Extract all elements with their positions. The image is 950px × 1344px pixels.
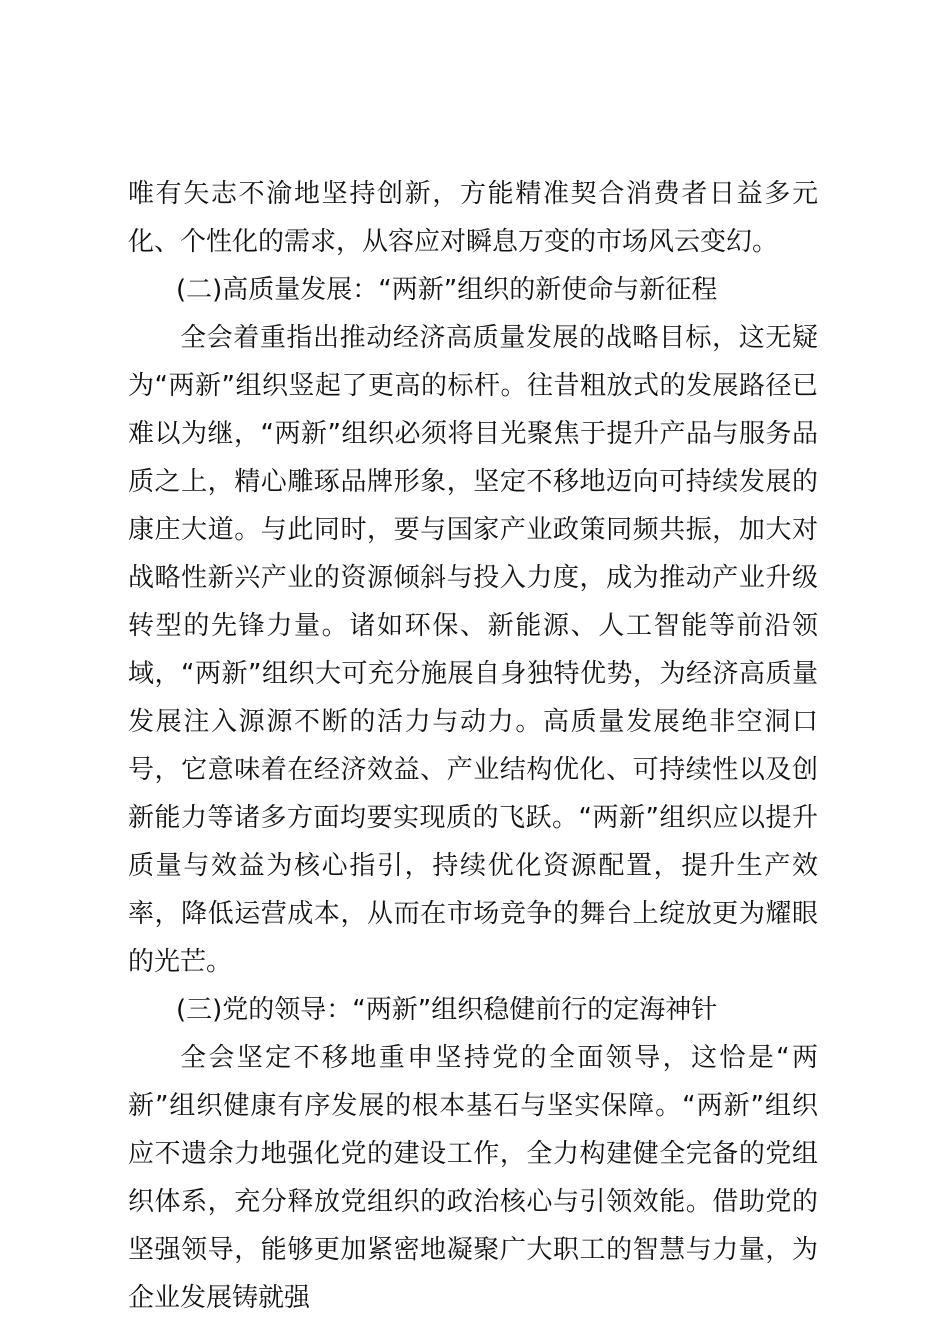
paragraph-party-leadership: 全会坚定不移地重申坚持党的全面领导，这恰是“两新”组织健康有序发展的根本基石与坚实保障。“两新”组织应不遗余力地强化党的建设工作，全力构建健全完备的党组织体系，充分释放党组织的政治核心与引领效能。借助党的坚强领导，能够更加紧密地凝聚广大职工的智慧与力量，为企业发展铸就强 xyxy=(128,1043,818,1313)
paragraph-high-quality-development: 全会着重指出推动经济高质量发展的战略目标，这无疑为“两新”组织竖起了更高的标杆。往昔粗放式的发展路径已难以为继，“两新”组织必须将目光聚焦于提升产品与服务品质之上，精心雕琢品牌形象，坚定不移地迈向可持续发展的康庄大道。与此同时，要与国家产业政策同频共振，加大对战略性新兴产业的资源倾斜与投入力度，成为推动产业升级转型的先锋力量。诸如环保、新能源、人工智能等前沿领域，“两新”组织大可充分施展自身独特优势，为经济高质量发展注入源源不断的活力与动力。高质量发展绝非空洞口号，它意味着在经济效益、产业结构优化、可持续性以及创新能力等诸多方面均要实现质的飞跃。“两新”组织应以提升质量与效益为核心指引，持续优化资源配置，提升生产效率，降低运营成本，从而在市场竞争的舞台上绽放更为耀眼的光芒。 xyxy=(128,323,818,977)
section-heading-3: (三)党的领导：“两新”组织稳健前行的定海神针 xyxy=(176,995,718,1025)
paragraph-continuation: 唯有矢志不渝地坚持创新，方能精准契合消费者日益多元化、个性化的需求，从容应对瞬息万变的市场风云变幻。 xyxy=(128,179,818,257)
section-heading-2: (二)高质量发展：“两新”组织的新使命与新征程 xyxy=(176,275,718,305)
document-body xyxy=(128,170,818,1322)
